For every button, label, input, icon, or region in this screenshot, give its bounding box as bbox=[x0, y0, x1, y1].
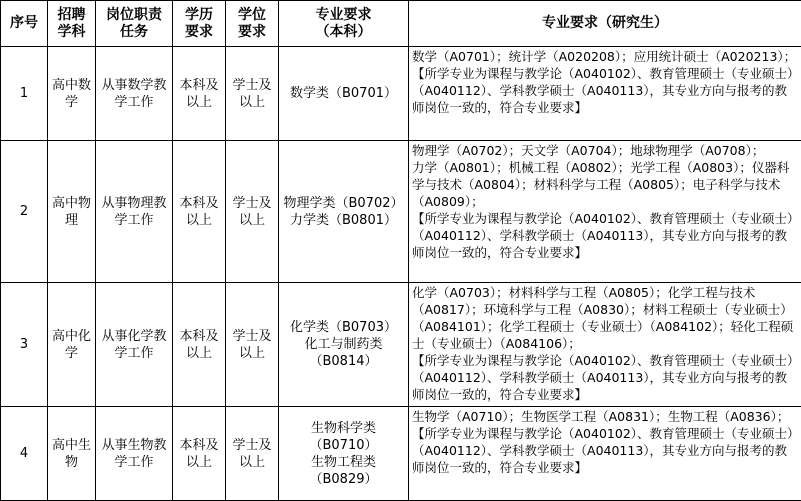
row-duty: 从事生物教学工作 bbox=[96, 407, 173, 501]
row-major-graduate: 化学（A0703）；材料科学与工程（A0805）；化学工程与技术（A0817）；环境科学与工程（A0830）；材料工程硕士（专业硕士）（A084101）；化学工程硕士（专业硕士）（A084102）；轻化工程硕士（专业硕士）（A084106）； 【所学专业为课程与教学论（A040102）、教育管理硕士（专业硕士）（A040112）、学科教学硕士（A040113），其专业方向与报考的教师岗位一致的，符合专业要求】 bbox=[409, 283, 801, 407]
row-index: 2 bbox=[1, 141, 48, 283]
row-subject: 高中化学 bbox=[48, 283, 96, 407]
row-degree: 学士及以上 bbox=[226, 141, 279, 283]
row-education: 本科及以上 bbox=[173, 47, 226, 141]
header-row bbox=[1, 1, 801, 47]
row-major-bachelor: 物理学类（B0702） 力学类（B0801） bbox=[279, 141, 409, 283]
row-subject: 高中物理 bbox=[48, 141, 96, 283]
table-row bbox=[1, 407, 801, 501]
row-duty: 从事化学教学工作 bbox=[96, 283, 173, 407]
row-index: 1 bbox=[1, 47, 48, 141]
row-subject: 高中生物 bbox=[48, 407, 96, 501]
row-degree: 学士及以上 bbox=[226, 47, 279, 141]
row-duty: 从事数学教学工作 bbox=[96, 47, 173, 141]
row-major-graduate: 生物学（A0710）；生物医学工程（A0831）；生物工程（A0836）； 【所学专业为课程与教学论（A040102）、教育管理硕士（专业硕士）（A040112）、学科教学硕士（A040113），其专业方向与报考的教师岗位一致的，符合专业要求】 bbox=[409, 407, 801, 501]
row-subject: 高中数学 bbox=[48, 47, 96, 141]
row-degree: 学士及以上 bbox=[226, 283, 279, 407]
row-major-bachelor: 生物科学类 （B0710） 生物工程类 （B0829） bbox=[279, 407, 409, 501]
row-major-bachelor: 化学类（B0703） 化工与制药类 （B0814） bbox=[279, 283, 409, 407]
table-row bbox=[1, 47, 801, 141]
header-major-graduate: 专业要求（研究生） bbox=[409, 1, 801, 47]
row-duty: 从事物理教学工作 bbox=[96, 141, 173, 283]
header-major-bachelor: 专业要求 （本科） bbox=[279, 1, 409, 47]
row-education: 本科及以上 bbox=[173, 283, 226, 407]
table-row bbox=[1, 283, 801, 407]
header-subject: 招聘 学科 bbox=[48, 1, 96, 47]
header-education: 学历 要求 bbox=[173, 1, 226, 47]
row-education: 本科及以上 bbox=[173, 141, 226, 283]
row-major-graduate: 数学（A0701）；统计学（A020208）；应用统计硕士（A020213）； 【所学专业为课程与教学论（A040102）、教育管理硕士（专业硕士）（A040112）、学科教学硕士（A040113），其专业方向与报考的教师岗位一致的，符合专业要求】 bbox=[409, 47, 801, 141]
row-index: 4 bbox=[1, 407, 48, 501]
row-major-bachelor: 数学类（B0701） bbox=[279, 47, 409, 141]
header-degree: 学位 要求 bbox=[226, 1, 279, 47]
row-degree: 学士及以上 bbox=[226, 407, 279, 501]
table-row bbox=[1, 141, 801, 283]
header-index: 序号 bbox=[1, 1, 48, 47]
row-major-graduate: 物理学（A0702）；天文学（A0704）；地球物理学（A0708）； 力学（A0801）；机械工程（A0802）；光学工程（A0803）；仪器科学与技术（A0804）；材料科学与工程（A0805）；电子科学与技术（A0809）； 【所学专业为课程与教学论（A040102）、教育管理硕士（专业硕士）（A040112）、学科教学硕士（A040113），其专业方向与报考的教师岗位一致的，符合专业要求】 bbox=[409, 141, 801, 283]
row-index: 3 bbox=[1, 283, 48, 407]
header-duty: 岗位职责 任务 bbox=[96, 1, 173, 47]
row-education: 本科及以上 bbox=[173, 407, 226, 501]
